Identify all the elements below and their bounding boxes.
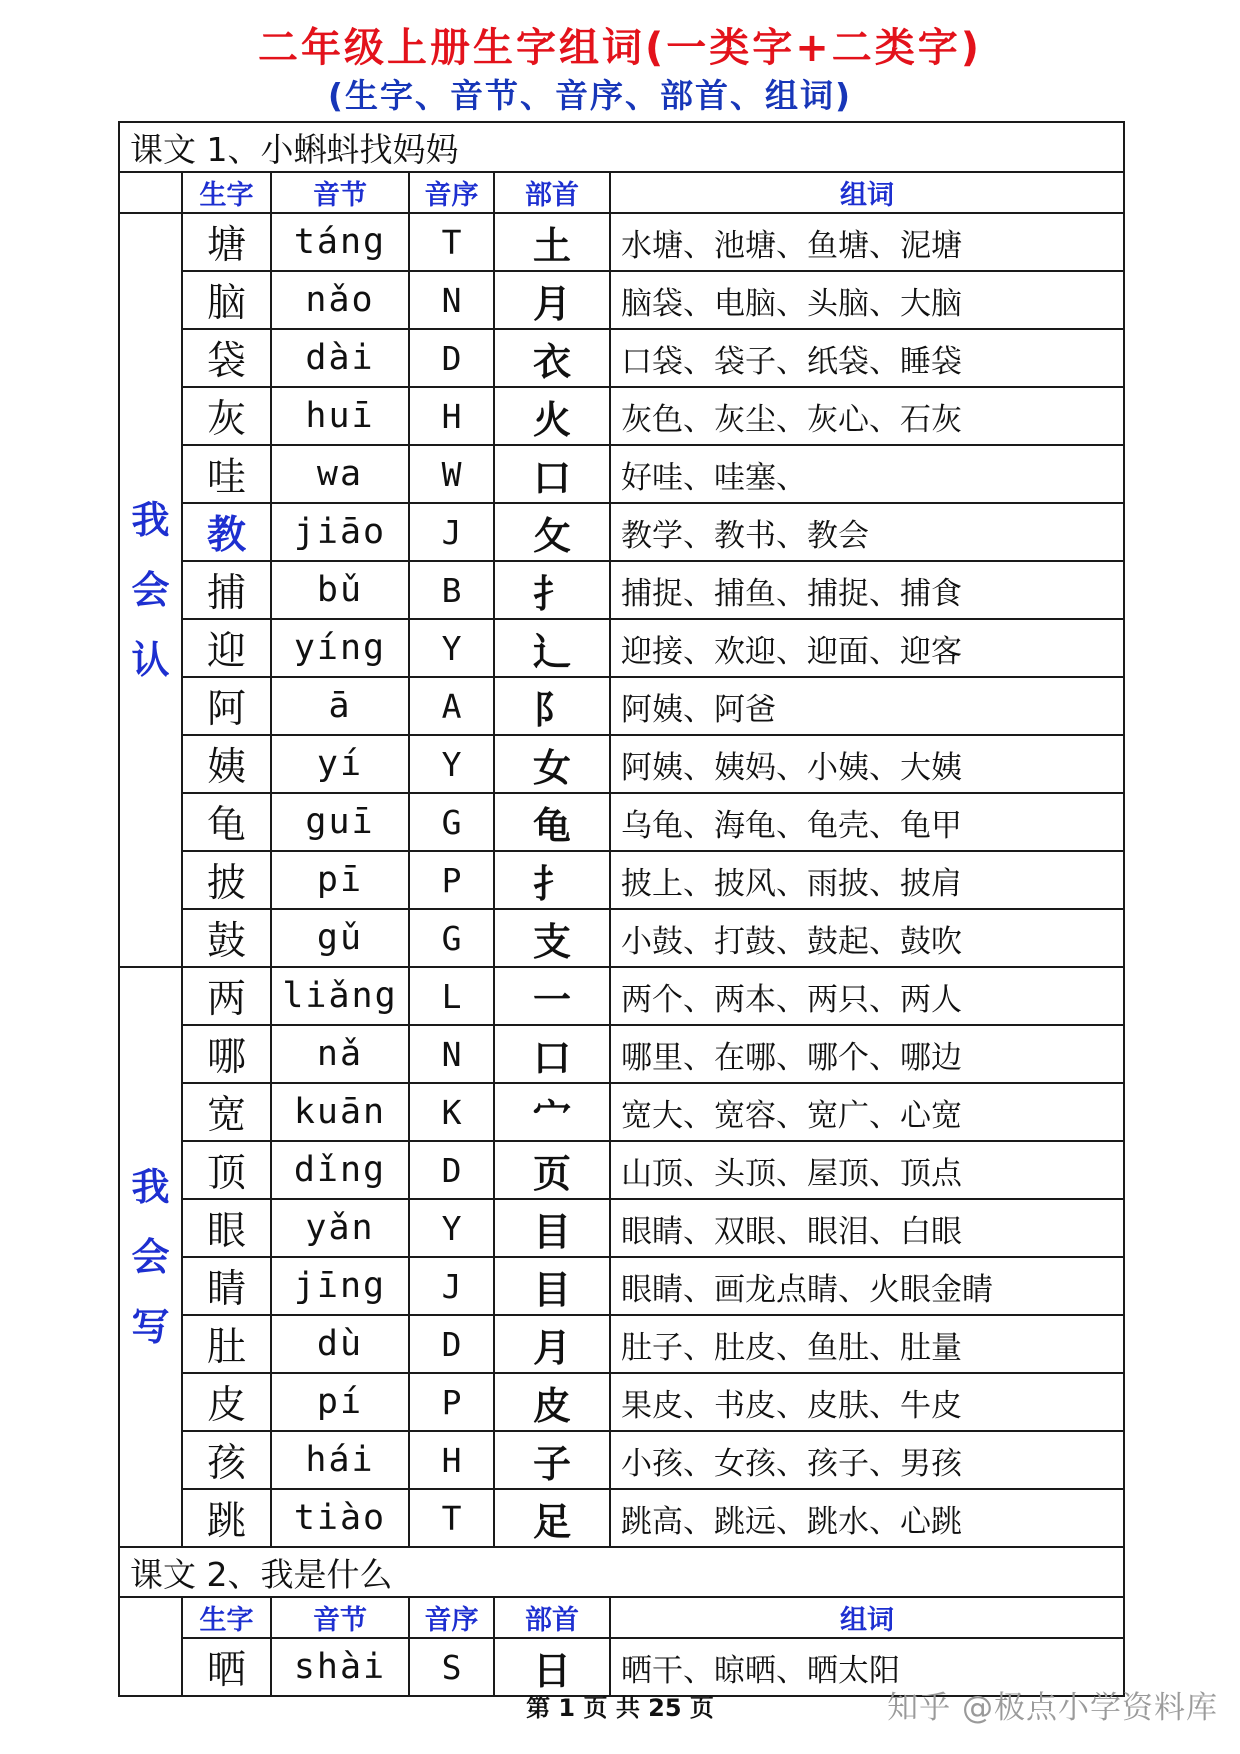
table-row [119, 213, 1124, 271]
lesson-2-title: 课文 2、我是什么 [119, 1547, 1124, 1597]
char-cell: 宽 [182, 1083, 271, 1141]
table-row [119, 909, 1124, 967]
table-row [119, 561, 1124, 619]
pinyin-cell: dǐng [271, 1141, 409, 1199]
pinyin-cell: nǎo [271, 271, 409, 329]
group-write-label-char: 会 [131, 1235, 170, 1279]
order-cell: H [409, 1431, 494, 1489]
radical-cell: 扌 [494, 851, 610, 909]
radical-cell: 页 [494, 1141, 610, 1199]
order-cell: P [409, 1373, 494, 1431]
vocab-table [118, 121, 1125, 1697]
order-cell: D [409, 329, 494, 387]
order-cell: T [409, 213, 494, 271]
char-cell: 脑 [182, 271, 271, 329]
header-words: 组词 [610, 172, 1124, 213]
words-cell: 眼睛、双眼、眼泪、白眼 [610, 1199, 1124, 1257]
table-row [119, 1431, 1124, 1489]
char-cell: 龟 [182, 793, 271, 851]
radical-cell: 口 [494, 445, 610, 503]
order-cell: N [409, 271, 494, 329]
pinyin-cell: yǎn [271, 1199, 409, 1257]
group-recognize-label [119, 213, 182, 967]
header-char: 生字 [182, 172, 271, 213]
order-cell: B [409, 561, 494, 619]
table-row [119, 1257, 1124, 1315]
char-cell: 姨 [182, 735, 271, 793]
pinyin-cell: liǎng [271, 967, 409, 1025]
words-cell: 脑袋、电脑、头脑、大脑 [610, 271, 1124, 329]
header-words: 组词 [610, 1597, 1124, 1638]
radical-cell: 火 [494, 387, 610, 445]
order-cell: K [409, 1083, 494, 1141]
pinyin-cell: yí [271, 735, 409, 793]
words-cell: 好哇、哇塞、 [610, 445, 1124, 503]
pinyin-cell: bǔ [271, 561, 409, 619]
pinyin-cell: ā [271, 677, 409, 735]
words-cell: 捕捉、捕鱼、捕捉、捕食 [610, 561, 1124, 619]
words-cell: 宽大、宽容、宽广、心宽 [610, 1083, 1124, 1141]
char-cell: 顶 [182, 1141, 271, 1199]
order-cell: T [409, 1489, 494, 1547]
order-cell: J [409, 503, 494, 561]
lesson-1-header-row [119, 172, 1124, 213]
group-write-label [119, 967, 182, 1547]
table-row [119, 1373, 1124, 1431]
lesson-2-header-row [119, 1597, 1124, 1638]
order-cell: Y [409, 619, 494, 677]
char-cell: 阿 [182, 677, 271, 735]
order-cell: Y [409, 735, 494, 793]
char-cell: 晒 [182, 1638, 271, 1696]
char-cell: 皮 [182, 1373, 271, 1431]
header-order: 音序 [409, 1597, 494, 1638]
radical-cell: 辶 [494, 619, 610, 677]
radical-cell: 目 [494, 1257, 610, 1315]
page-title: 二年级上册生字组词(一类字+二类字) [257, 25, 983, 71]
pinyin-cell: huī [271, 387, 409, 445]
radical-cell: 日 [494, 1638, 610, 1696]
table-row [119, 1141, 1124, 1199]
table-row [119, 735, 1124, 793]
group-recognize-label-char: 我 [131, 498, 170, 542]
order-cell: G [409, 909, 494, 967]
order-cell: A [409, 677, 494, 735]
radical-cell: 宀 [494, 1083, 610, 1141]
header-radical: 部首 [494, 1597, 610, 1638]
group-recognize-label-char: 认 [131, 638, 170, 682]
pinyin-cell: hái [271, 1431, 409, 1489]
group-write-label-char: 写 [131, 1305, 170, 1349]
words-cell: 跳高、跳远、跳水、心跳 [610, 1489, 1124, 1547]
words-cell: 山顶、头顶、屋顶、顶点 [610, 1141, 1124, 1199]
table-row [119, 851, 1124, 909]
words-cell: 果皮、书皮、皮肤、牛皮 [610, 1373, 1124, 1431]
words-cell: 迎接、欢迎、迎面、迎客 [610, 619, 1124, 677]
radical-cell: 子 [494, 1431, 610, 1489]
order-cell: H [409, 387, 494, 445]
pinyin-cell: wa [271, 445, 409, 503]
words-cell: 阿姨、阿爸 [610, 677, 1124, 735]
table-row [119, 1199, 1124, 1257]
table-row [119, 1083, 1124, 1141]
radical-cell: 女 [494, 735, 610, 793]
header-pinyin: 音节 [271, 1597, 409, 1638]
table-row [119, 445, 1124, 503]
pinyin-cell: pī [271, 851, 409, 909]
char-cell: 孩 [182, 1431, 271, 1489]
table-row [119, 793, 1124, 851]
char-cell: 披 [182, 851, 271, 909]
group-write-label-char: 我 [131, 1165, 170, 1209]
lesson-2-title-row [119, 1547, 1124, 1597]
char-cell: 肚 [182, 1315, 271, 1373]
words-cell: 哪里、在哪、哪个、哪边 [610, 1025, 1124, 1083]
char-cell: 灰 [182, 387, 271, 445]
words-cell: 阿姨、姨妈、小姨、大姨 [610, 735, 1124, 793]
header-pinyin: 音节 [271, 172, 409, 213]
char-cell: 迎 [182, 619, 271, 677]
words-cell: 眼睛、画龙点睛、火眼金睛 [610, 1257, 1124, 1315]
radical-cell: 足 [494, 1489, 610, 1547]
pinyin-cell: guī [271, 793, 409, 851]
group-recognize-label-char: 会 [131, 568, 170, 612]
order-cell: G [409, 793, 494, 851]
char-cell: 鼓 [182, 909, 271, 967]
table-row [119, 967, 1124, 1025]
words-cell: 披上、披风、雨披、披肩 [610, 851, 1124, 909]
page-footer: 第 1 页 共 25 页 [526, 1694, 714, 1722]
pinyin-cell: dù [271, 1315, 409, 1373]
table-row [119, 329, 1124, 387]
words-cell: 小鼓、打鼓、鼓起、鼓吹 [610, 909, 1124, 967]
radical-cell: 口 [494, 1025, 610, 1083]
char-cell: 哇 [182, 445, 271, 503]
pinyin-cell: nǎ [271, 1025, 409, 1083]
radical-cell: 衣 [494, 329, 610, 387]
radical-cell: 目 [494, 1199, 610, 1257]
words-cell: 水塘、池塘、鱼塘、泥塘 [610, 213, 1124, 271]
order-cell: D [409, 1141, 494, 1199]
radical-cell: 支 [494, 909, 610, 967]
char-cell: 捕 [182, 561, 271, 619]
pinyin-cell: tiào [271, 1489, 409, 1547]
pinyin-cell: táng [271, 213, 409, 271]
order-cell: L [409, 967, 494, 1025]
order-cell: J [409, 1257, 494, 1315]
pinyin-cell: gǔ [271, 909, 409, 967]
radical-cell: 月 [494, 271, 610, 329]
radical-cell: 皮 [494, 1373, 610, 1431]
pinyin-cell: jīng [271, 1257, 409, 1315]
radical-cell: 扌 [494, 561, 610, 619]
lesson-1-title: 课文 1、小蝌蚪找妈妈 [119, 122, 1124, 172]
words-cell: 口袋、袋子、纸袋、睡袋 [610, 329, 1124, 387]
words-cell: 乌龟、海龟、龟壳、龟甲 [610, 793, 1124, 851]
char-cell: 两 [182, 967, 271, 1025]
order-cell: D [409, 1315, 494, 1373]
words-cell: 灰色、灰尘、灰心、石灰 [610, 387, 1124, 445]
table-row [119, 1489, 1124, 1547]
pinyin-cell: kuān [271, 1083, 409, 1141]
header-order: 音序 [409, 172, 494, 213]
page-subtitle: (生字、音节、音序、部首、组词) [327, 76, 853, 115]
char-cell: 塘 [182, 213, 271, 271]
pinyin-cell: jiāo [271, 503, 409, 561]
radical-cell: 阝 [494, 677, 610, 735]
header-blank [119, 1597, 182, 1696]
char-cell: 睛 [182, 1257, 271, 1315]
radical-cell: 龟 [494, 793, 610, 851]
radical-cell: 攵 [494, 503, 610, 561]
radical-cell: 土 [494, 213, 610, 271]
words-cell: 小孩、女孩、孩子、男孩 [610, 1431, 1124, 1489]
table-row [119, 677, 1124, 735]
order-cell: Y [409, 1199, 494, 1257]
char-cell: 教 [182, 503, 271, 561]
pinyin-cell: shài [271, 1638, 409, 1696]
header-radical: 部首 [494, 172, 610, 213]
header-char: 生字 [182, 1597, 271, 1638]
char-cell: 袋 [182, 329, 271, 387]
order-cell: W [409, 445, 494, 503]
char-cell: 眼 [182, 1199, 271, 1257]
header-blank [119, 172, 182, 213]
char-cell: 哪 [182, 1025, 271, 1083]
radical-cell: 一 [494, 967, 610, 1025]
order-cell: S [409, 1638, 494, 1696]
radical-cell: 月 [494, 1315, 610, 1373]
table-row [119, 1315, 1124, 1373]
table-row [119, 1025, 1124, 1083]
words-cell: 两个、两本、两只、两人 [610, 967, 1124, 1025]
order-cell: N [409, 1025, 494, 1083]
pinyin-cell: yíng [271, 619, 409, 677]
order-cell: P [409, 851, 494, 909]
words-cell: 教学、教书、教会 [610, 503, 1124, 561]
char-cell: 跳 [182, 1489, 271, 1547]
table-row [119, 271, 1124, 329]
table-row [119, 503, 1124, 561]
table-row [119, 619, 1124, 677]
pinyin-cell: pí [271, 1373, 409, 1431]
words-cell: 肚子、肚皮、鱼肚、肚量 [610, 1315, 1124, 1373]
watermark: 知乎 @极点小学资料库 [887, 1690, 1218, 1726]
pinyin-cell: dài [271, 329, 409, 387]
words-cell: 晒干、晾晒、晒太阳 [610, 1638, 1124, 1696]
lesson-1-title-row [119, 122, 1124, 172]
table-row [119, 387, 1124, 445]
